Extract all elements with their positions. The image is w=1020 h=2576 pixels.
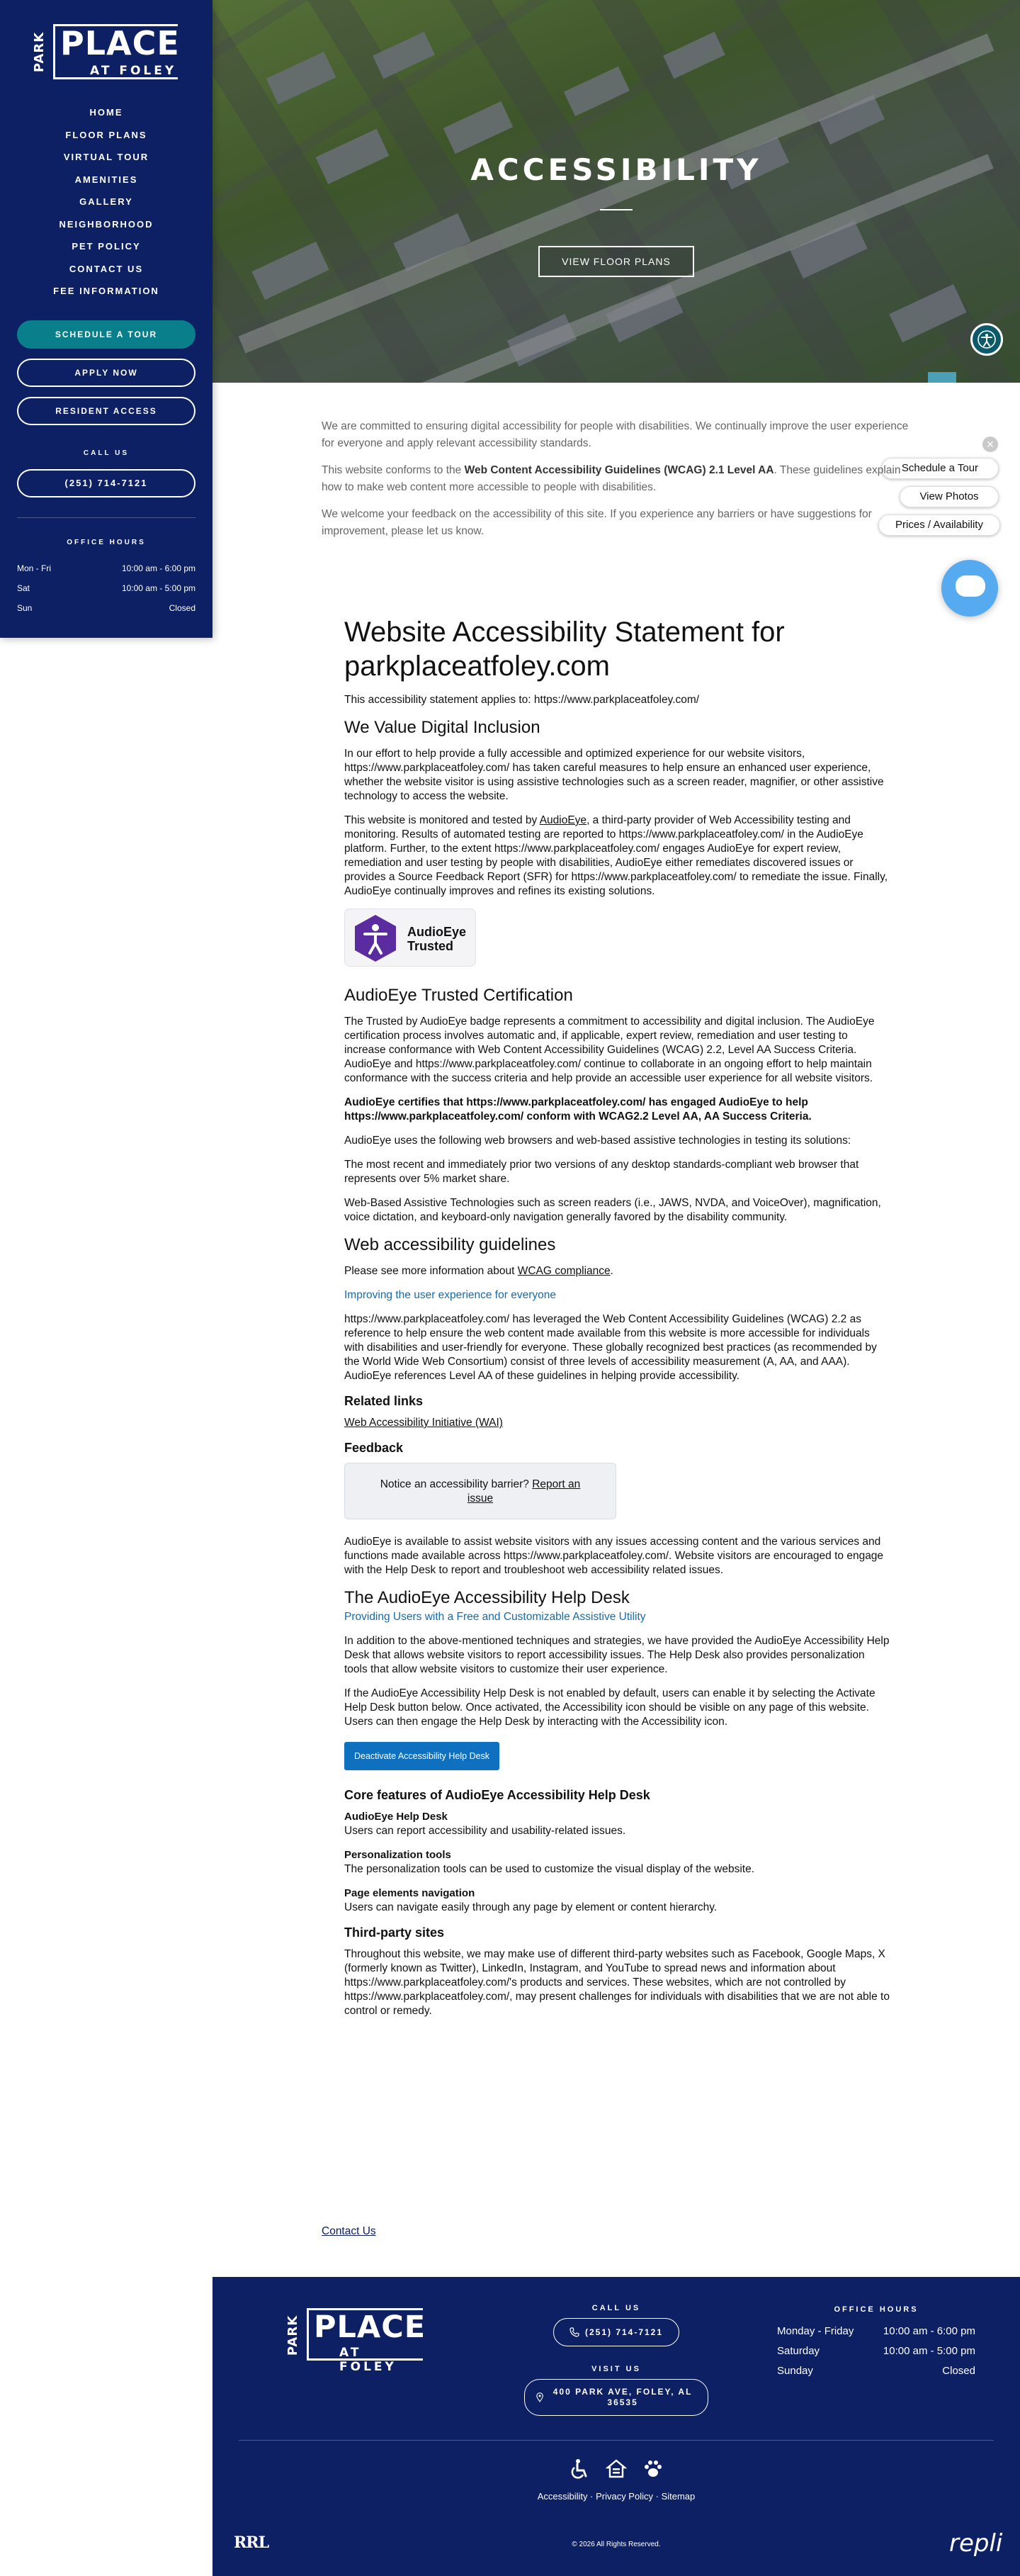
logo-park-text: PARK [285, 2315, 301, 2356]
logo-foley-text: AT FOLEY [339, 2346, 397, 2374]
hours-day: Sun [17, 603, 33, 613]
sidebar-phone-button[interactable]: (251) 714-7121 [17, 469, 196, 497]
deactivate-help-desk-button[interactable]: Deactivate Accessibility Help Desk [344, 1742, 499, 1770]
nav-contact-us[interactable]: CONTACT US [69, 263, 144, 274]
paw-icon[interactable] [642, 2458, 664, 2480]
paragraph: AudioEye certifies that https://www.parkplaceatfoley.com/ has engaged AudioEye to help https://www.parkplaceatfoley.com/ conform with WCAG2.2 Level AA, AA Success Criteria. [344, 1096, 812, 1123]
apply-now-button[interactable]: APPLY NOW [17, 359, 196, 387]
statement-title: Website Accessibility Statement for parkplaceatfoley.com [344, 617, 785, 682]
phone-icon [570, 2327, 579, 2337]
chat-icon[interactable] [941, 560, 998, 617]
audioeye-hexagon-icon [351, 913, 400, 963]
paragraph: https://www.parkplaceatfoley.com/ has leveraged the Web Content Accessibility Guidelines (WCAG) 2.2 as reference to help ensure the web content made available from this website is more accessible for individuals with disabilities and user-friendly for everyone. These globally recognized best practices (as recommended by the World Wide Web Consortium) consist of three levels of accessibility measurement (A, AA, and AAA). AudioEye references Level AA of these guidelines in helping provide accessibility. [344, 1313, 877, 1382]
feature-item [344, 1886, 890, 1915]
schedule-tour-pill[interactable]: Schedule a Tour [881, 458, 999, 479]
heading-digital-inclusion: We Value Digital Inclusion [344, 718, 540, 737]
nav-virtual-tour[interactable]: VIRTUAL TOUR [63, 152, 149, 162]
subheading: Improving the user experience for everyone [344, 1289, 556, 1301]
hero-banner [212, 0, 1020, 383]
audioeye-link[interactable]: AudioEye [539, 814, 587, 826]
hours-row [17, 583, 196, 593]
footer-hours-row [777, 2345, 975, 2357]
heading-core-features: Core features of AudioEye Accessibility Help Desk [344, 1788, 650, 1802]
paragraph: Web-Based Assistive Technologies such as screen readers (i.e., JAWS, NVDA, and VoiceOver), magnification, voice dictation, and keyboard-only navigation generally favored by the disability community. [344, 1197, 881, 1223]
feature-item [344, 1848, 890, 1877]
report-issue-box [344, 1463, 616, 1519]
hours-row [17, 563, 196, 573]
footer-compliance-icons [569, 2457, 664, 2481]
nav-amenities[interactable]: AMENITIES [74, 174, 138, 185]
logo-park-text: PARK [32, 31, 47, 72]
paragraph [344, 814, 890, 899]
view-photos-pill[interactable]: View Photos [900, 486, 999, 507]
intro-text: This website conforms to the [322, 464, 465, 476]
view-floor-plans-button[interactable]: VIEW FLOOR PLANS [538, 246, 694, 277]
paragraph: AudioEye uses the following web browsers and web-based assistive technologies in testing its solutions: [344, 1135, 851, 1147]
heading-third-party: Third-party sites [344, 1925, 445, 1940]
sidebar-divider [17, 517, 196, 518]
hours-time: 10:00 am - 6:00 pm [121, 563, 196, 573]
prices-availability-pill[interactable]: Prices / Availability [878, 514, 1000, 536]
subheading: Providing Users with a Free and Customizable Assistive Utility [344, 1611, 646, 1623]
wai-link[interactable]: Web Accessibility Initiative (WAI) [344, 1417, 503, 1429]
paragraph: In addition to the above-mentioned techniques and strategies, we have provided the AudioEye Accessibility Help Desk that allows website visitors to report accessibility issues. The Help Desk also provides personalization tools that allow website visitors to customize their user experience. [344, 1635, 890, 1675]
accessibility-icon[interactable] [970, 323, 1003, 356]
main-nav [0, 101, 212, 303]
footer-accessibility-link[interactable]: Accessibility [537, 2491, 588, 2502]
text: . [610, 1265, 613, 1277]
paragraph: If the AudioEye Accessibility Help Desk is not enabled by default, users can enable it by selecting the Activate Help Desk button below. Once activated, the Accessibility icon should be visible on any page of this website. Users can then engage the Help Desk by interacting with the Accessibility icon. [344, 1687, 876, 1728]
badge-text: Trusted [407, 939, 454, 953]
footer-phone-button[interactable] [553, 2318, 679, 2346]
feature-item [344, 1810, 890, 1838]
nav-neighborhood[interactable]: NEIGHBORHOOD [59, 218, 154, 230]
feature-desc: Users can report accessibility and usability-related issues. [344, 1825, 626, 1837]
logo-park [285, 2308, 301, 2362]
feature-desc: Users can navigate easily through any page by element or content hierarchy. [344, 1901, 718, 1913]
paragraph [344, 1416, 890, 1430]
logo-place-text: PLACE [314, 2310, 426, 2345]
footer-visit-us-label: VISIT US [591, 2365, 641, 2373]
footer-sitemap-link[interactable]: Sitemap [661, 2491, 696, 2502]
heading-feedback: Feedback [344, 1441, 404, 1455]
hours-time: 10:00 am - 5:00 pm [883, 2345, 975, 2357]
accessibility-icon-glyph [977, 330, 997, 349]
hours-time: Closed [942, 2365, 975, 2377]
sidebar [0, 0, 212, 638]
intro-paragraph: We welcome your feedback on the accessibility of this site. If you experience any barriers or have suggestions for improvement, please let us know. [322, 508, 872, 537]
chat-bubble-glyph [956, 575, 985, 597]
footer [212, 2277, 1020, 2576]
repli-logo[interactable]: repli [949, 2529, 1003, 2558]
hours-day: Sat [17, 583, 30, 593]
nav-gallery[interactable]: GALLERY [79, 196, 133, 207]
feature-title: AudioEye Help Desk [344, 1811, 448, 1823]
hours-day: Monday - Friday [777, 2325, 854, 2337]
footer-divider [239, 2440, 994, 2441]
equal-housing-icon[interactable] [606, 2458, 627, 2480]
intro-section [322, 418, 917, 550]
paragraph: AudioEye is available to assist website visitors with any issues accessing content and the various services and functions made available across https://www.parkplaceatfoley.com/. Website visitors are encouraged to engage with the Help Desk to report and troubleshoot web accessibility related issues. [344, 1536, 884, 1576]
text: This website is monitored and tested by [344, 814, 540, 826]
footer-hours-row [777, 2365, 975, 2377]
report-issue-link[interactable]: Report an issue [467, 1478, 581, 1504]
heading-related-links: Related links [344, 1394, 424, 1408]
heading-help-desk: The AudioEye Accessibility Help Desk [344, 1588, 630, 1607]
footer-office-hours-label: OFFICE HOURS [834, 2305, 919, 2314]
close-icon[interactable]: ✕ [982, 437, 998, 452]
nav-home[interactable]: HOME [89, 107, 123, 118]
logo-place-text: PLACE [60, 24, 180, 62]
footer-logo[interactable] [285, 2307, 426, 2374]
hours-time: Closed [169, 603, 196, 613]
hero-divider [600, 209, 633, 210]
hours-day: Sunday [777, 2365, 813, 2377]
intro-paragraph: We are committed to ensuring digital accessibility for people with disabilities. We continually improve the user experience for everyone and apply relevant accessibility standards. [322, 420, 909, 449]
audioeye-trusted-badge[interactable] [344, 909, 476, 967]
schedule-tour-button[interactable]: SCHEDULE A TOUR [17, 320, 196, 349]
resident-access-button[interactable]: RESIDENT ACCESS [17, 397, 196, 425]
statement-applies: This accessibility statement applies to: https://www.parkplaceatfoley.com/ [344, 694, 700, 706]
accessibility-statement [344, 615, 890, 2028]
nav-fee-information[interactable]: FEE INFORMATION [53, 286, 159, 296]
heading-guidelines: Web accessibility guidelines [344, 1235, 556, 1254]
footer-hours-row [777, 2325, 975, 2337]
paragraph: In our effort to help provide a fully accessible and optimized experience for our website visitors, https://www.parkplaceatfoley.com/ has taken careful measures to help ensure an enhanced user experience, whether the website visitor is using assistive technologies such as a screen reader, magnifier, or other assistive technology to access the website. [344, 748, 884, 802]
hours-time: 10:00 am - 5:00 pm [121, 583, 196, 593]
footer-links [212, 2491, 1020, 2502]
paragraph: The most recent and immediately prior two versions of any desktop standards-compliant web browser that represents over 5% market share. [344, 1159, 859, 1185]
separator: · [653, 2491, 662, 2502]
page-title: ACCESSIBILITY [470, 152, 762, 187]
hours-time: 10:00 am - 6:00 pm [883, 2325, 975, 2337]
hours-day: Mon - Fri [17, 563, 51, 573]
heading-certification: AudioEye Trusted Certification [344, 986, 573, 1005]
feature-title: Page elements navigation [344, 1887, 475, 1899]
hero-aerial-photo [212, 0, 1020, 383]
footer-address-text: 400 PARK AVE, FOLEY, AL 36535 [552, 2387, 693, 2407]
intro-paragraph [322, 462, 917, 496]
copyright: © 2026 All Rights Reserved. [572, 2541, 661, 2548]
feature-desc: The personalization tools can be used to customize the visual display of the website. [344, 1863, 754, 1875]
call-us-label: CALL US [83, 449, 130, 457]
logo[interactable] [32, 23, 181, 81]
intro-text: . These guidelines explain how to make web content more accessible to people with disabilities. [322, 464, 901, 493]
nav-pet-policy[interactable]: PET POLICY [72, 241, 141, 252]
nav-floor-plans[interactable]: FLOOR PLANS [65, 129, 147, 140]
separator: · [587, 2491, 596, 2502]
text: , a third-party provider of Web Accessibility testing and monitoring. Results of automated testing are reported to https://www.parkplaceatfoley.com/ in the AudioEye platform. Further, to the extent https://www.parkplaceatfoley.com/ engages AudioEye for expert review, remediation and user testing by people with disabilities, AudioEye either remediates discovered issues or provides a Source Feedback Report (SFR) for https://www.parkplaceatfoley.com/ to remediate the issue. Finally, AudioEye continually improves and refines its existing solutions. [344, 814, 888, 897]
rrl-logo[interactable]: RRL [234, 2533, 269, 2552]
footer-address-button[interactable] [524, 2379, 708, 2416]
footer-call-us-label: CALL US [591, 2304, 641, 2312]
logo-foley-text: AT FOLEY [90, 64, 177, 78]
wcag-compliance-link[interactable]: WCAG compliance [517, 1265, 611, 1277]
map-pin-icon [536, 2392, 543, 2403]
paragraph: The Trusted by AudioEye badge represents a commitment to accessibility and digital inclusion. The AudioEye certification process involves automatic and, if applicable, expert review, remediation and user testing to increase conformance with Web Content Accessibility Guidelines (WCAG) 2.2, Level AA Success Criteria. AudioEye and https://www.parkplaceatfoley.com/ continue to collaborate in an ongoing effort to help maintain conformance with the success criteria and help provide an accessible user experience for all website visitors. [344, 1016, 875, 1084]
wcag-level-text: Web Content Accessibility Guidelines (WCAG) 2.1 Level AA [464, 464, 774, 476]
logo-park [32, 24, 47, 79]
paragraph [344, 1264, 890, 1278]
office-hours-label: OFFICE HOURS [67, 539, 146, 546]
text: Notice an accessibility barrier? [380, 1478, 533, 1490]
hours-day: Saturday [777, 2345, 820, 2357]
paragraph: Throughout this website, we may make use of different third-party websites such as Facebook, Google Maps, X (formerly known as Twitter), LinkedIn, Instagram, and YouTube to spread news and information about https://www.parkplaceatfoley.com/'s products and services. These websites, which are not controlled by https://www.parkplaceatfoley.com/, may present challenges for individuals with disabilities that we are not able to control or remedy. [344, 1948, 890, 2017]
contact-us-link[interactable]: Contact Us [322, 2225, 376, 2237]
hours-row [17, 603, 196, 613]
wheelchair-icon[interactable] [569, 2458, 590, 2480]
text: Please see more information about [344, 1265, 518, 1277]
footer-phone-text: (251) 714-7121 [584, 2327, 664, 2337]
feature-title: Personalization tools [344, 1849, 451, 1861]
footer-privacy-link[interactable]: Privacy Policy [596, 2491, 653, 2502]
badge-text: AudioEye [407, 925, 467, 939]
